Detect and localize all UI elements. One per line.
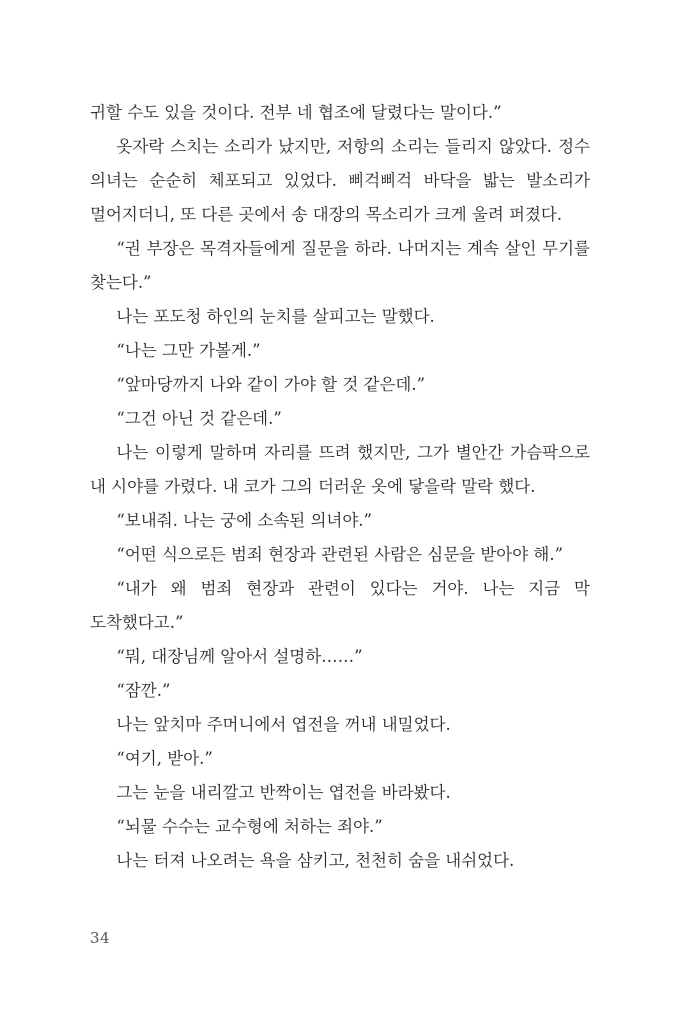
paragraph: “나는 그만 가볼게.”: [116, 341, 261, 360]
paragraph: 나는 앞치마 주머니에서 엽전을 꺼내 내밀었다.: [116, 715, 451, 734]
paragraph: “어떤 식으로든 범죄 현장과 관련된 사람은 심문을 받아야 해.”: [116, 545, 564, 564]
page-number: 34: [90, 929, 111, 947]
paragraph: “권 부장은 목격자들에게 질문을 하라. 나머지는 계속 살인 무기를 찾는다.”: [90, 239, 590, 292]
paragraph: 그는 눈을 내리깔고 반짝이는 엽전을 바라봤다.: [116, 783, 451, 802]
paragraph: “잠깐.”: [116, 681, 171, 700]
paragraph: “내가 왜 범죄 현장과 관련이 있다는 거야. 나는 지금 막 도착했다고.”: [90, 579, 590, 632]
paragraph: 나는 터져 나오려는 욕을 삼키고, 천천히 숨을 내쉬었다.: [116, 851, 515, 870]
paragraph: “앞마당까지 나와 같이 가야 할 것 같은데.”: [116, 375, 425, 394]
paragraph-continuation: 귀할 수도 있을 것이다. 전부 네 협조에 달렸다는 말이다.”: [90, 103, 502, 122]
paragraph: “보내줘. 나는 궁에 소속된 의녀야.”: [116, 511, 372, 530]
paragraph: “뭐, 대장님께 알아서 설명하……”: [116, 647, 363, 666]
paragraph: 나는 포도청 하인의 눈치를 살피고는 말했다.: [116, 307, 435, 326]
paragraph: “뇌물 수수는 교수형에 처하는 죄야.”: [116, 817, 383, 836]
paragraph: 나는 이렇게 말하며 자리를 뜨려 했지만, 그가 별안간 가슴팍으로 내 시야를 가렸다. 내 코가 그의 더러운 옷에 닿을락 말락 했다.: [90, 443, 590, 496]
paragraph: “그건 아닌 것 같은데.”: [116, 409, 282, 428]
body-text: [90, 96, 590, 878]
paragraph: “여기, 받아.”: [116, 749, 213, 768]
paragraph: 옷자락 스치는 소리가 났지만, 저항의 소리는 들리지 않았다. 정수 의녀는 순순히 체포되고 있었다. 삐걱삐걱 바닥을 밟는 발소리가 멀어지더니, 또 다른 곳에서 송 대장의 목소리가 크게 울려 퍼졌다.: [90, 137, 590, 224]
